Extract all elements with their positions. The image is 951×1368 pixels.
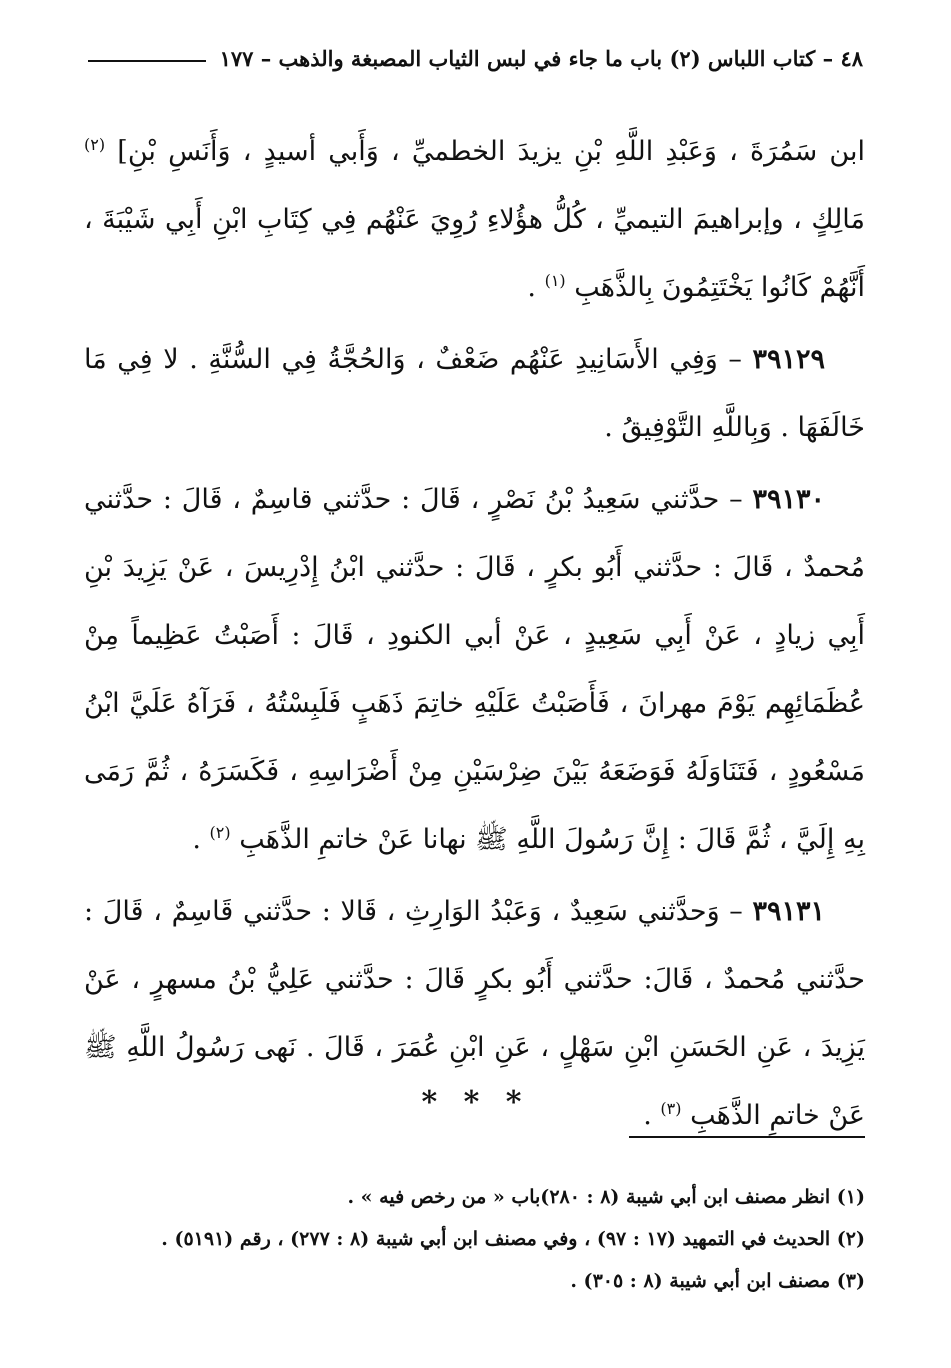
paragraph-number: ٣٩١٣٠ bbox=[752, 484, 825, 515]
footnote-2: (٢) الحديث في التمهيد (١٧ : ٩٧) ، وفي مصنف ابن أبي شيبة (٨ : ٢٧٧) ، رقم (٥١٩١) . bbox=[161, 1228, 865, 1250]
footnote-ref[interactable]: (٢) bbox=[84, 135, 106, 154]
paragraph-text: مَالِكٍ ، وإبراهيمَ التيميِّ ، كُلُّ هؤُلاءِ رُوِيَ عَنْهُم فِي كِتَابِ ابْنِ أَبِي شَيْبَةَ ، أَنَّهُمْ كَانُوا يَخْتَتِمُونَ بِالذَّهَبِ bbox=[84, 204, 865, 303]
paragraph-continuation bbox=[84, 118, 865, 322]
paragraph-end: . bbox=[527, 272, 536, 303]
footnote-ref[interactable]: (٣) bbox=[660, 1099, 682, 1118]
paragraph-text: ابن سَمُرَةَ ، وَعَبْدِ اللَّهِ بْنِ يزيدَ الخطميِّ ، وَأَبي أسيدٍ ، وَأَنَسِ بْنِ] bbox=[117, 136, 866, 167]
paragraph-text: – حدَّثني سَعِيدُ بْنُ نَصْرٍ ، قَالَ : حدَّثني قاسِمٌ ، قَالَ : حدَّثني مُحمدٌ ، قَالَ : حدَّثني أَبُو بكرٍ ، قَالَ : حدَّثني ابْنُ إِدْرِيسَ ، عَنْ يَزِيدَ بْنِ أَبِي زيادٍ ، عَنْ أَبِي سَعِيدٍ ، عَنْ أبي الكنودِ ، قَالَ : أَصَبْتُ عَظِيماً مِنْ عُظَمَائِهِم يَوْمَ مهرانَ ، فَأَصَبْتُ عَلَيْهِ خاتِمَ ذَهَبٍ فَلَبِسْتُهُ ، فَرَآهُ عَلَيَّ ابْنُ مَسْعُودٍ ، فَتَنَاوَلَهُ فَوَضَعَهُ بَيْنَ ضِرْسَيْنِ مِنْ أَضْرَاسِهِ ، فَكَسَرَهُ ، ثُمَّ رَمَى بِهِ إِلَيَّ ، ثُمَّ قَالَ : إِنَّ رَسُولَ اللَّهِ ﷺ نهانا عَنْ خاتمِ الذَّهَبِ bbox=[84, 484, 865, 855]
header-title: ٤٨ – كتاب اللباس (٢) باب ما جاء في لبس الثياب المصبغة والذهب – ١٧٧ bbox=[219, 45, 863, 71]
paragraph-text: – وَحدَّثني سَعِيدٌ ، وَعَبْدُ الوَارِثِ ، قَالا : حدَّثني قَاسِمٌ ، قَالَ : حدَّثني مُحمدٌ ، قَالَ: حدَّثني أَبُو بكرٍ قَالَ : حدَّثني عَلِيُّ بْنُ مسهرٍ ، عَنْ يَزِيدَ ، عَنِ الحَسَنِ ابْنِ سَهْلٍ ، عَنِ ابْنِ عُمَرَ ، قَالَ . نَهى رَسُولُ اللَّهِ ﷺ عَنْ خاتمِ الذَّهَبِ bbox=[84, 896, 865, 1131]
footnote-ref[interactable]: (٢) bbox=[209, 823, 231, 842]
paragraph-number: ٣٩١٢٩ bbox=[752, 344, 825, 375]
section-separator: * * * bbox=[421, 1085, 530, 1120]
footnotes bbox=[84, 1176, 865, 1302]
footnote-rule bbox=[629, 1136, 865, 1138]
paragraph-end: . bbox=[192, 824, 201, 855]
main-text bbox=[84, 118, 865, 1154]
paragraph-end: . bbox=[643, 1100, 652, 1131]
header-rule bbox=[88, 60, 206, 62]
paragraph-39129 bbox=[84, 326, 865, 462]
paragraph-number: ٣٩١٣١ bbox=[752, 896, 825, 927]
running-header bbox=[88, 40, 863, 76]
paragraph-text: – وَفِي الأَسَانِيدِ عَنْهُم ضَعْفٌ ، وَالحُجَّةُ فِي السُّنَّةِ . لا فِي مَا خَالَفَهَا . وَبِاللَّهِ التَّوْفِيقُ . bbox=[84, 344, 865, 443]
footnote-ref[interactable]: (١) bbox=[544, 271, 566, 290]
paragraph-39130 bbox=[84, 466, 865, 874]
footnote-1: (١) انظر مصنف ابن أبي شيبة (٨ : ٢٨٠)باب « من رخص فيه » . bbox=[347, 1186, 865, 1208]
footnote-3: (٣) مصنف ابن أبي شيبة (٨ : ٣٠٥) . bbox=[570, 1270, 865, 1292]
